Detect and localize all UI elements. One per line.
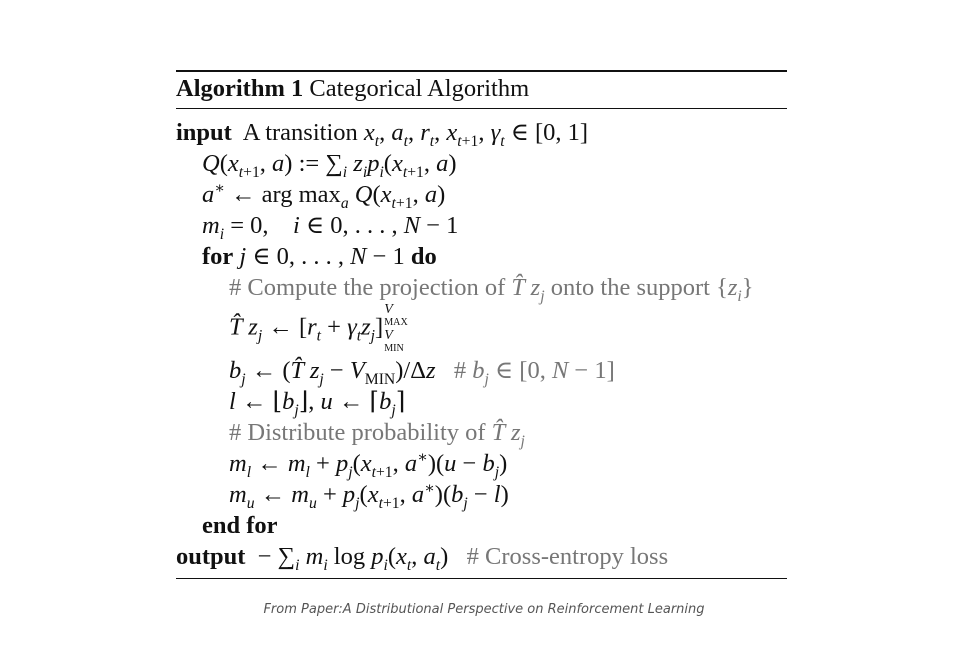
floor-ceil-line: l ← $⌊b_j⌋$, u ← $⌈b_j⌉$ [229,388,406,419]
projection-line: T̂ $z_j$ ← $[r_t + \gamma_tz_j]$ V MAX V MIN [229,302,408,354]
algorithm-name: Categorical Algorithm [309,75,530,102]
end-for-line [176,510,787,541]
algorithm-body [176,109,787,572]
output-comment: # Cross-entropy loss [466,543,669,570]
q-definition-line: $Q(x_{t+1}$, a) := $\sum_i$ $z_ip_i(x_{t+1}$, a) [202,150,457,181]
end-for-keyword: end for [202,512,278,539]
argmax-line: a∗ ← arg $\max_a Q(x_{t+1}$, a) [202,179,446,212]
mu-update-line: $m_u$ ← $m_u + p_j(x_{t+1}$, $a^∗)(b_j - l)$ [229,479,509,512]
do-keyword: do [410,243,437,270]
comment-projection-line: # Compute the projection of T̂ $z_j$ onto the support $\{z_i\}$ [229,274,754,305]
input-keyword: input [176,119,232,146]
output-line: output − $\sum_i$ $m_i$ $\log p_i(x_t$, $a_t$) # Cross-entropy loss [176,543,669,574]
comment-distribute-line: # Distribute probability of T̂ $z_j$ [229,419,525,450]
algorithm-box [176,70,787,579]
figure-caption: From Paper:A Distributional Perspective on Reinforcement Learning [263,602,705,617]
ml-update-line: $m_l$ ← $m_l + p_j(x_{t+1}$, $a^∗)(u - b_j)$ [229,448,508,481]
bj-line: $b_j$ ← (T̂ $z_j - V_{MIN})/\Delta z$ # $b_j$ ∈ [0, N − 1] [229,357,615,388]
init-line: $m_i = 0$, i ∈ 0, . . . , N − 1 [202,212,459,243]
algorithm-title [176,72,787,104]
algorithm-label: Algorithm 1 [176,75,304,102]
for-line: for j ∈ 0, . . . , N − 1 do [202,243,437,270]
bottom-rule [176,578,787,579]
output-keyword: output [176,543,246,570]
input-line: input A transition $x_t$, $a_t$, $r_t$, $x_{t+1}$, $\gamma_t$ ∈ [0, 1] [176,119,589,150]
for-keyword: for [202,243,234,270]
